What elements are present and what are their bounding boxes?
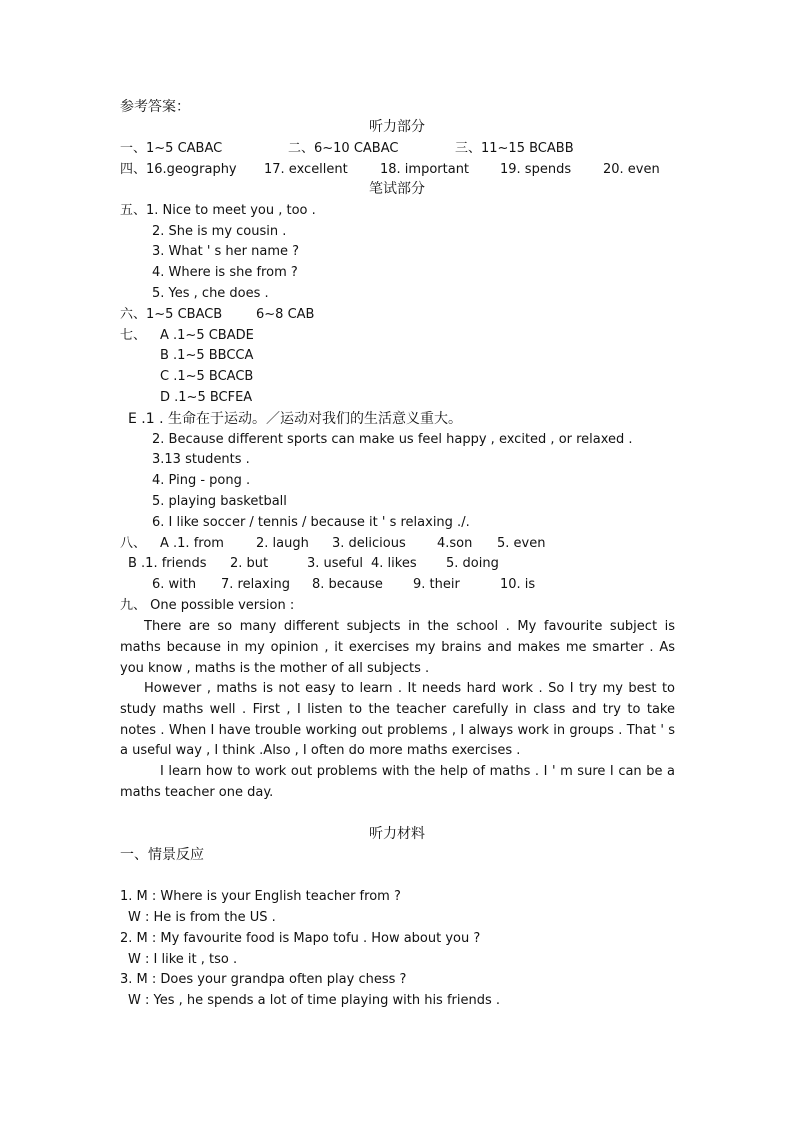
section5-line-2: 2. She is my cousin . [152, 224, 287, 239]
sectionE-line-3: 3.13 students . [152, 452, 250, 467]
section8-c-4: 9. their [413, 577, 460, 592]
essay-paragraph-1: There are so many different subjects in the school . My favourite subject is maths because in my opinion , it exercises my brains and makes me smarter . As you know , maths is the mother of all subjects . [120, 619, 675, 676]
listening-part-4-q19: 19. spends [500, 162, 572, 177]
section7-item-d: D .1~5 BCFEA [160, 390, 253, 405]
section5-line-5: 5. Yes , che does . [152, 286, 269, 301]
essay-paragraph-3: I learn how to work out problems with the help of maths . I ' m sure I can be a maths teacher one day. [120, 764, 675, 800]
dialogue-line-1: 1. M : Where is your English teacher from ? [120, 889, 401, 904]
dialogue-line-2: W : He is from the US . [128, 910, 276, 925]
section8-a-1: A .1. from [160, 536, 224, 551]
section7-item-b: B .1~5 BBCCA [160, 348, 254, 363]
section8-b-5: 5. doing [446, 556, 499, 571]
listening-part-4-q20: 20. even [603, 162, 660, 177]
materials-section-title: 一、情景反应 [120, 847, 204, 863]
section8-b-1: B .1. friends [128, 556, 207, 571]
section8-label: 八、 [120, 536, 147, 551]
listening-part-1: 一、1~5 CABAC [120, 141, 223, 156]
sectionE-line-1: E .1 . 生命在于运动。／运动对我们的生活意义重大。 [128, 411, 463, 427]
section6-part-2: 6~8 CAB [256, 307, 315, 322]
section7-label: 七、 [120, 328, 147, 343]
listening-part-2: 二、6~10 CABAC [288, 141, 399, 156]
listening-part-4-q18: 18. important [380, 162, 470, 177]
dialogue-line-3: 2. M : My favourite food is Mapo tofu . How about you ? [120, 931, 481, 946]
section8-b-2: 2. but [230, 556, 269, 571]
section8-b-4: 4. likes [371, 556, 417, 571]
section8-c-1: 6. with [152, 577, 197, 592]
section9-label: 九、 One possible version : [120, 598, 295, 613]
section7-item-a: A .1~5 CBADE [160, 328, 254, 343]
sectionE-line-4: 4. Ping - pong . [152, 473, 251, 488]
listening-part-3: 三、11~15 BCABB [455, 141, 574, 156]
dialogue-line-4: W : I like it , tso . [128, 952, 238, 967]
sectionE-line-5: 5. playing basketball [152, 494, 287, 509]
section6-part-1: 六、1~5 CBACB [120, 307, 223, 322]
dialogue-line-6: W : Yes , he spends a lot of time playing with his friends . [128, 993, 501, 1008]
dialogue-line-5: 3. M : Does your grandpa often play chess ? [120, 972, 407, 987]
section8-a-4: 4.son [437, 536, 473, 551]
listening-part-4-q17: 17. excellent [264, 162, 348, 177]
essay-paragraph-2: However , maths is not easy to learn . It needs hard work . So I try my best to study maths well . First , I listen to the teacher carefully in class and try to take notes . When I have trouble working out problems , I always work in groups . That ' s a useful way , I think .Also , I often do more maths exercises . [120, 681, 675, 759]
section5-line-3: 3. What ' s her name ? [152, 244, 300, 259]
listening-heading: 听力部分 [369, 119, 425, 135]
section8-a-3: 3. delicious [332, 536, 406, 551]
sectionE-line-2: 2. Because different sports can make us feel happy , excited , or relaxed . [152, 432, 633, 447]
section8-a-2: 2. laugh [256, 536, 309, 551]
section5-line-4: 4. Where is she from ? [152, 265, 298, 280]
written-heading: 笔试部分 [369, 181, 425, 197]
section8-c-5: 10. is [500, 577, 536, 592]
section7-item-c: C .1~5 BCACB [160, 369, 254, 384]
section8-c-2: 7. relaxing [221, 577, 290, 592]
listening-part-4-q16: 四、16.geography [120, 162, 237, 177]
section8-b-3: 3. useful [307, 556, 363, 571]
section8-a-5: 5. even [497, 536, 546, 551]
answers-title: 参考答案： [120, 99, 190, 115]
section8-c-3: 8. because [312, 577, 383, 592]
materials-heading: 听力材料 [369, 826, 425, 842]
section5-line-1: 五、1. Nice to meet you , too . [120, 203, 316, 218]
sectionE-line-6: 6. I like soccer / tennis / because it ' s relaxing ./. [152, 515, 470, 530]
